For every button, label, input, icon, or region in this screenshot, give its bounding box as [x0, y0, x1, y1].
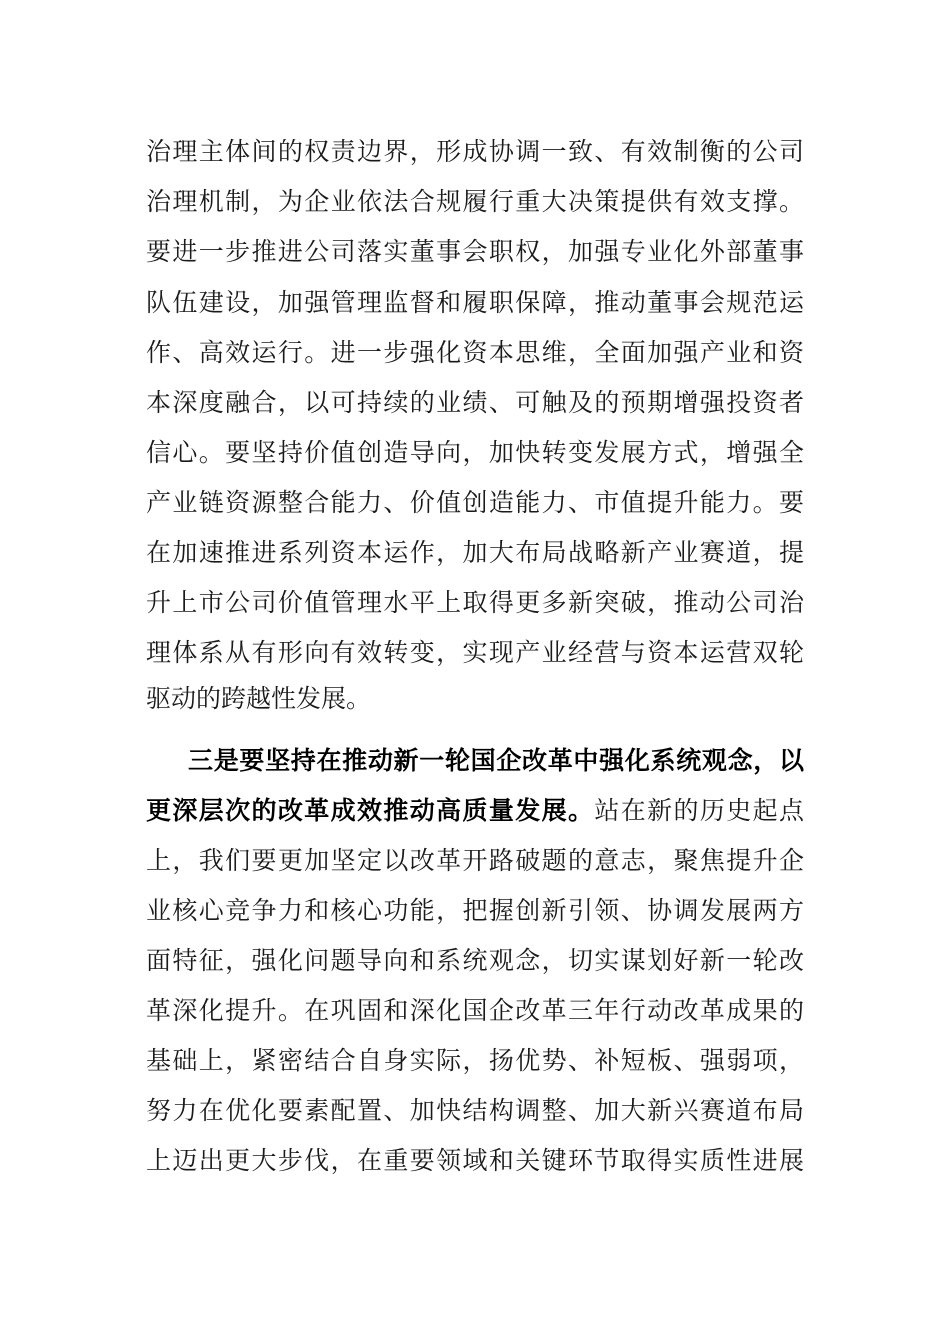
paragraph-1-line-1: 治理主体间的权责边界，形成协调一致、有效制衡的公司	[146, 137, 804, 166]
paragraph-1-line-11: 理体系从有形向有效转变，实现产业经营与资本运营双轮	[146, 638, 804, 667]
paragraph-1-line-8: 产业链资源整合能力、价值创造能力、市值提升能力。要	[146, 488, 804, 517]
paragraph-2-heading-rest: 站在新的历史起点	[594, 796, 804, 825]
paragraph-2-heading-line-1: 三是要坚持在推动新一轮国企改革中强化系统观念，以	[188, 746, 804, 775]
paragraph-2-line-8: 努力在优化要素配置、加快结构调整、加大新兴赛道布局	[146, 1096, 804, 1125]
paragraph-2-line-4: 业核心竞争力和核心功能，把握创新引领、协调发展两方	[146, 896, 804, 925]
paragraph-1-line-2: 治理机制，为企业依法合规履行重大决策提供有效支撑。	[146, 187, 804, 216]
paragraph-2-heading-bold: 更深层次的改革成效推动高质量发展。	[146, 796, 595, 825]
paragraph-2-line-7: 基础上，紧密结合自身实际，扬优势、补短板、强弱项，	[146, 1046, 804, 1075]
paragraph-1-line-4: 队伍建设，加强管理监督和履职保障，推动董事会规范运	[146, 288, 804, 317]
paragraph-2-line-5: 面特征，强化问题导向和系统观念，切实谋划好新一轮改	[146, 946, 804, 975]
paragraph-1-line-7: 信心。要坚持价值创造导向，加快转变发展方式，增强全	[146, 438, 804, 467]
paragraph-1-line-5: 作、高效运行。进一步强化资本思维，全面加强产业和资	[146, 338, 804, 367]
paragraph-1-line-10: 升上市公司价值管理水平上取得更多新突破，推动公司治	[146, 588, 804, 617]
paragraph-2-line-2	[146, 791, 804, 831]
paragraph-1-line-6: 本深度融合，以可持续的业绩、可触及的预期增强投资者	[146, 388, 804, 417]
paragraph-1-line-9: 在加速推进系列资本运作，加大布局战略新产业赛道，提	[146, 538, 804, 567]
paragraph-2-line-6: 革深化提升。在巩固和深化国企改革三年行动改革成果的	[146, 996, 804, 1025]
paragraph-1-line-12: 驱动的跨越性发展。	[146, 684, 372, 713]
paragraph-2-line-3: 上，我们要更加坚定以改革开路破题的意志，聚焦提升企	[146, 846, 804, 875]
paragraph-2-line-9: 上迈出更大步伐，在重要领域和关键环节取得实质性进展	[146, 1146, 804, 1175]
paragraph-1-line-3: 要进一步推进公司落实董事会职权，加强专业化外部董事	[146, 237, 804, 266]
